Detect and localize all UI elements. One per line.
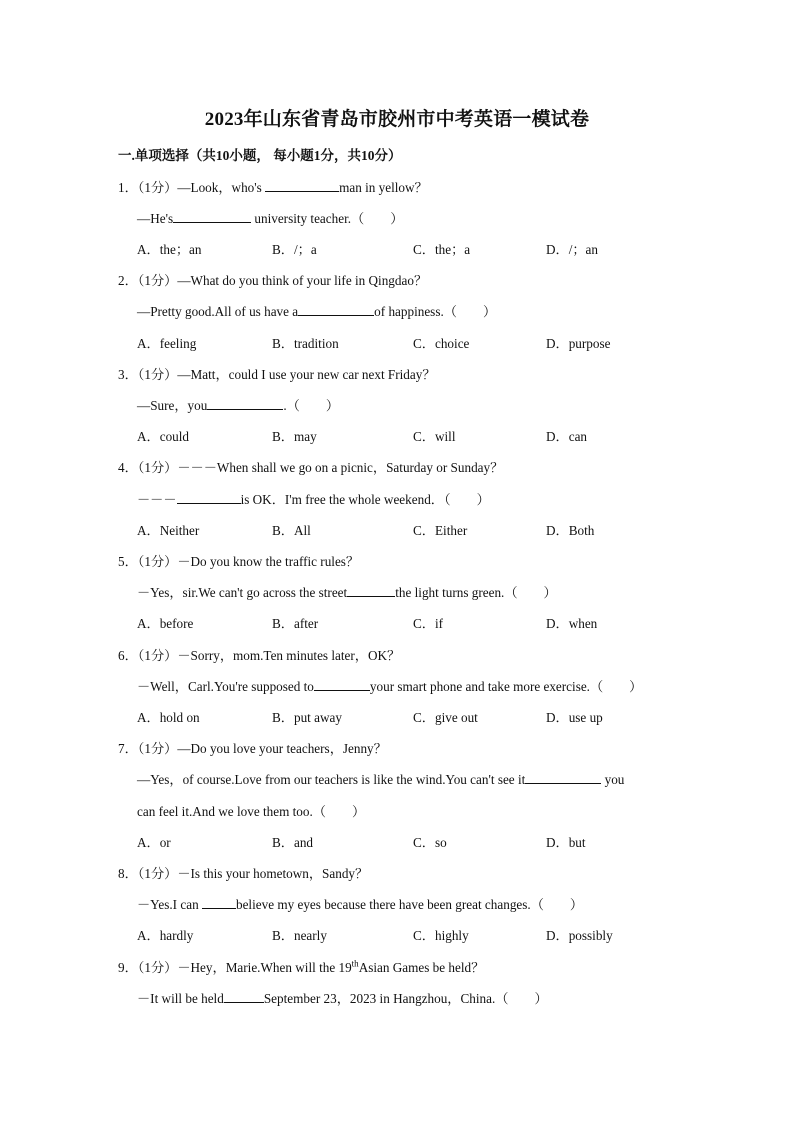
question-3-prompt: 3．（1分）—Matt，could I use your new car next Friday？ [118,367,436,382]
option-a[interactable]: A．Neither [137,523,200,538]
option-c[interactable]: C．will [413,429,456,444]
option-c[interactable]: C．highly [413,928,469,943]
answer-blank [525,771,601,784]
option-c[interactable]: C．if [413,616,444,631]
option-a[interactable]: A．the；an [137,242,202,257]
question-9-prompt: 9．（1分）－Hey，Marie.When will the 19thAsian Games be held？ [118,958,485,975]
question-5-reply: －Yes，sir.We can't go across the street the light turns green.（ ） [137,585,557,600]
question-2-reply: —Pretty good.All of us have a of happiness.（ ） [137,304,497,319]
option-a[interactable]: A．feeling [137,336,197,351]
question-7-prompt: 7．（1分）—Do you love your teachers，Jenny？ [118,741,387,756]
question-4-reply: －－－ is OK．I'm free the whole weekend．（ ） [137,492,490,507]
option-d[interactable]: D．purpose [546,336,611,351]
option-d[interactable]: D．but [546,835,586,850]
option-b[interactable]: B．/；a [272,242,317,257]
answer-blank [202,896,236,909]
question-6-prompt: 6．（1分）－Sorry，mom.Ten minutes later，OK？ [118,648,401,663]
answer-blank [224,990,264,1003]
question-8-reply: －Yes.I can believe my eyes because there have been great changes.（ ） [137,897,584,912]
option-d[interactable]: D．/；an [546,242,599,257]
option-c[interactable]: C．the；a [413,242,471,257]
question-5-prompt: 5．（1分）－Do you know the traffic rules？ [118,554,360,569]
option-b[interactable]: B．after [272,616,319,631]
option-c[interactable]: C．choice [413,336,470,351]
option-d[interactable]: D．use up [546,710,603,725]
option-a[interactable]: A．before [137,616,194,631]
question-2-prompt: 2．（1分）—What do you think of your life in Qingdao？ [118,273,428,288]
question-1-reply: —He's university teacher.（ ） [137,211,404,226]
answer-blank [207,397,283,410]
option-a[interactable]: A．or [137,835,171,850]
answer-blank [298,303,374,316]
exam-title: 2023年山东省青岛市胶州市中考英语一模试卷 [204,109,590,130]
question-9-reply: －It will be held September 23，2023 in Hangzhou，China.（ ） [137,991,548,1006]
option-a[interactable]: A．could [137,429,190,444]
question-7-reply-cont: can feel it.And we love them too.（ ） [137,804,366,819]
answer-blank [265,179,339,192]
option-b[interactable]: B．and [272,835,314,850]
option-d[interactable]: D．possibly [546,928,613,943]
option-c[interactable]: C．so [413,835,447,850]
question-6-reply: －Well，Carl.You're supposed to your smart phone and take more exercise.（ ） [137,679,643,694]
answer-blank [177,491,241,504]
option-b[interactable]: B．may [272,429,317,444]
answer-blank [173,210,251,223]
option-b[interactable]: B．nearly [272,928,327,943]
answer-blank [347,584,395,597]
option-d[interactable]: D．can [546,429,588,444]
section-heading: 一.单项选择（共10小题， 每小题1分，共10分） [118,148,402,163]
option-b[interactable]: B．put away [272,710,342,725]
option-c[interactable]: C．Either [413,523,468,538]
option-a[interactable]: A．hardly [137,928,194,943]
option-a[interactable]: A．hold on [137,710,200,725]
option-b[interactable]: B．tradition [272,336,339,351]
option-d[interactable]: D．Both [546,523,595,538]
question-7-reply: —Yes，of course.Love from our teachers is like the wind.You can't see it you [137,772,625,787]
option-d[interactable]: D．when [546,616,598,631]
option-c[interactable]: C．give out [413,710,478,725]
question-4-prompt: 4．（1分）－－－When shall we go on a picnic，Saturday or Sunday？ [118,460,504,475]
question-3-reply: —Sure，you .（ ） [137,398,340,413]
option-b[interactable]: B．All [272,523,311,538]
question-1-prompt: 1．（1分）—Look，who's man in yellow？ [118,180,428,195]
answer-blank [314,678,370,691]
question-8-prompt: 8．（1分）－Is this your hometown，Sandy？ [118,866,369,881]
